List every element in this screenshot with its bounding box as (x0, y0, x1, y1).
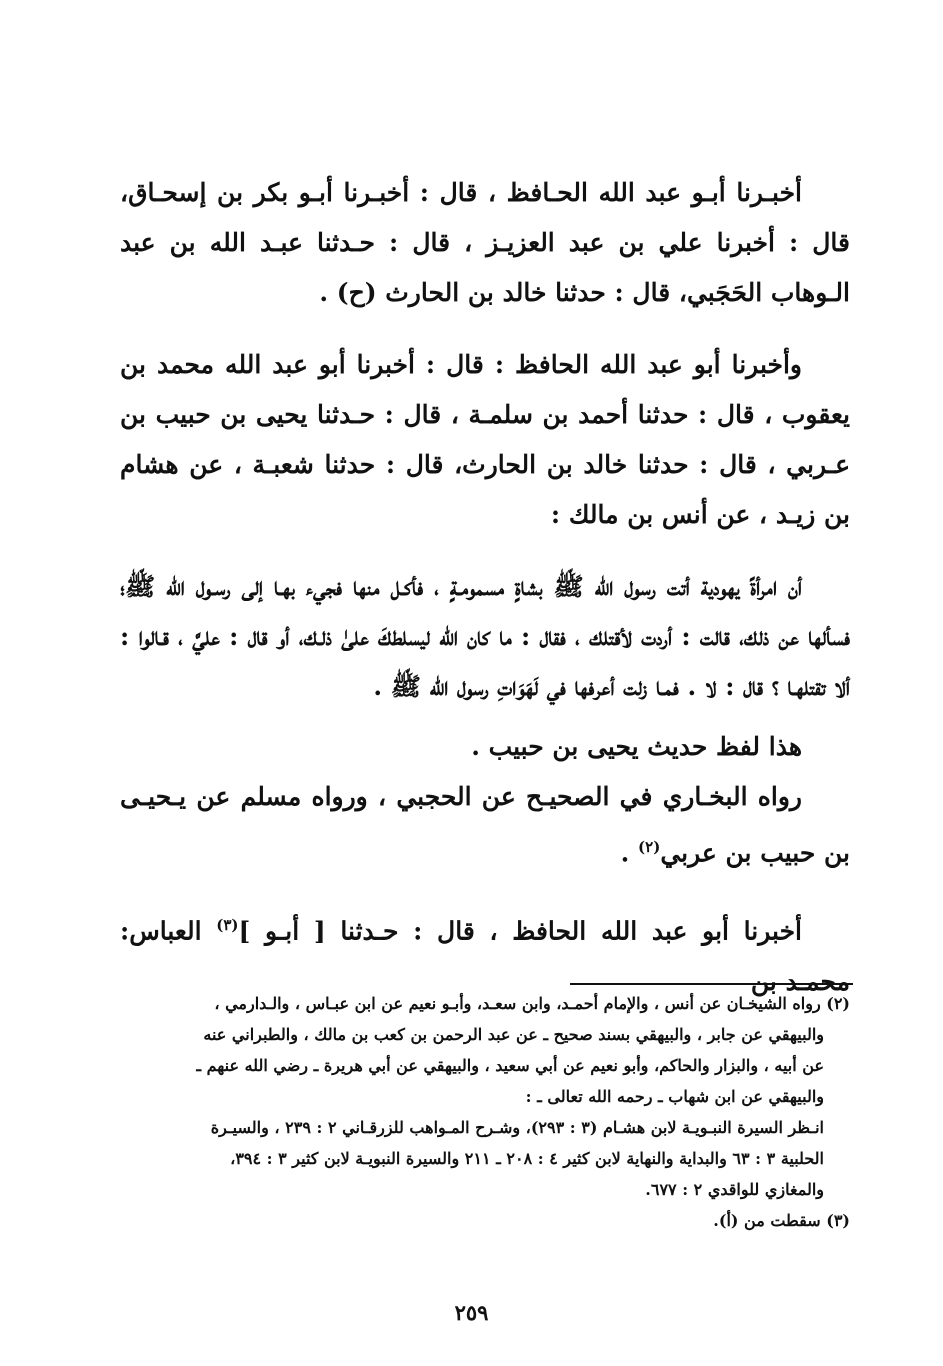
paragraph-narration-source: رواه البخـاري في الصحيـح عن الحجبي ، ورواه مسلم عن يـحيـى بن حبيب بن عربي$^{(٢)}$ . (120, 782, 850, 868)
footnote-line: الحلبية ٣ : ٦٣ والبداية والنهاية لابن كثير ٤ : ٢٠٨ ـ ٢١١ والسيرة النبويـة لابن كثير ٣ : ٣٩٤، (230, 1149, 824, 1168)
isnad-3-text: أخبرنا أبو عبد الله الحافظ ، قال : حـدثنا [ أبـو ] (238, 916, 802, 946)
footnote-line: والمغازي للواقدي ٢ : ٦٧٧. (645, 1180, 824, 1199)
paragraph-hadith-text: أن امرأةً يهودية أتت رسول الله ﷺ بشاةٍ مسمومـةٍ ، فأكـل منها فجيء بهـا إلى رسـول الله ﷺ؛ فسألها عن ذلك، قالت : أردت لأقتلك ، فقال : ما كان الله ليسلطكَ علىٰ ذلـك، أو قال : عليَّ ، قـالوا : ألا تقتلهـا ؟ قال : لا . فمـا زلت أعرفها في لَهَوَاتِ رسول الله ﷺ . (120, 572, 850, 701)
main-text (120, 168, 850, 1007)
footnote-line: عن أبيه ، والبزار والحاكم، وأبو نعيم عن أبي سعيد ، والبيهقي عن أبي هريرة ـ رضي الله عنهم ـ (196, 1056, 824, 1075)
paragraph-isnad-2: وأخبرنا أبو عبد الله الحافظ : قال : أخبرنا أبو عبد الله محمد بن يعقوب ، قال : حدثنا أحمد بن سلمـة ، قال : حـدثنا يحيى بن حبيب بن عـربي ، قال : حدثنا خالد بن الحارث، قال : حدثنا شعبـة ، عن هشام بن زيـد ، عن أنس بن مالك : (120, 350, 850, 529)
footnote-line: (٢) رواه الشيخـان عن أنس ، والإمام أحمـد، وابن سعـد، وأبـو نعيم عن ابن عبـاس ، والـدارمي ، (214, 994, 850, 1013)
paragraph-attribution: هذا لفظ حديث يحيى بن حبيب . (471, 732, 802, 761)
page-number: ٢٥٩ (454, 1300, 489, 1325)
paragraph-isnad-1: أخبـرنا أبـو عبد الله الحـافظ ، قال : أخبـرنا أبـو بكر بن إسحـاق، قال : أخبرنا علي بن عبد العزيـز ، قال : حـدثنا عبـد الله بن عبد الـوهاب الحَجَبي، قال : حدثنا خالد بن الحارث (ح) . (120, 178, 850, 307)
footnote-divider (570, 983, 853, 985)
narration-source-text: رواه البخـاري في الصحيـح عن الحجبي ، ورواه مسلم عن يـحيـى بن حبيب بن عربي (120, 782, 850, 868)
footnote-ref-2: (٢) (638, 838, 661, 856)
footnote-line: والبيهقي عن جابر ، والبيهقي بسند صحيح ـ عن عبد الرحمن بن كعب بن مالك ، والطبراني عنه (203, 1025, 824, 1044)
footnote-line: والبيهقي عن ابن شهاب ـ رحمه الله تعالى ـ : (525, 1087, 824, 1106)
isnad-3-continuation: العباس: محمـد بن (120, 916, 850, 996)
footnote-ref-3: (٣) (216, 916, 239, 935)
footnote-line: انـظر السيرة النبـويـة لابن هشـام (٣ : ٢٩٣)، وشـرح المـواهب للزرقـاني ٢ : ٢٣٩ ، والسيـرة (210, 1118, 824, 1137)
footnote-line: (٣) سقطت من (أ). (713, 1211, 850, 1230)
footnotes (120, 988, 850, 1236)
